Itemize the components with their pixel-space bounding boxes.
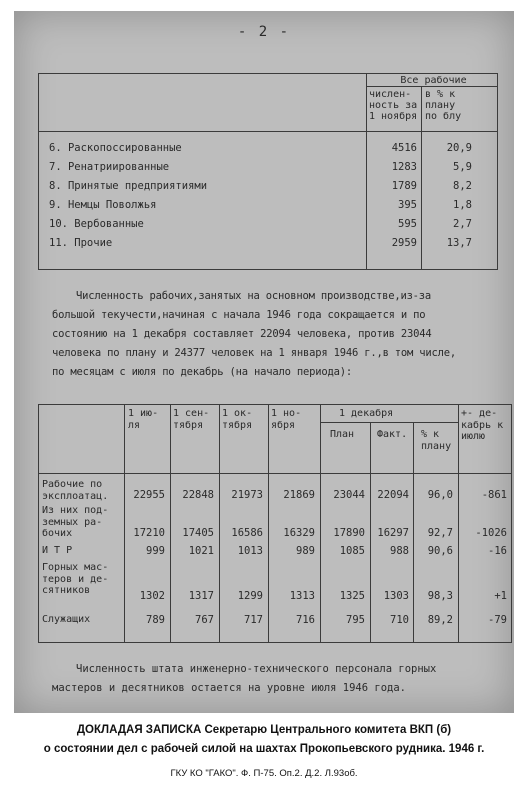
row-name: 6. Раскопоссированные xyxy=(49,142,182,154)
row-percent: 8,2 xyxy=(453,180,472,192)
table-cell: 1013 xyxy=(237,545,263,557)
table-cell: 1313 xyxy=(289,590,315,602)
table-cell: +1 xyxy=(494,590,507,602)
table-cell: -861 xyxy=(481,489,507,501)
table-cell: 96,0 xyxy=(427,489,453,501)
page-number: - 2 - xyxy=(237,24,291,40)
table-cell: 1302 xyxy=(139,590,165,602)
row-count: 4516 xyxy=(391,142,417,154)
table-cell: 716 xyxy=(296,614,315,626)
table-cell: 989 xyxy=(296,545,315,557)
row-count: 395 xyxy=(398,199,417,211)
table-cell: -1026 xyxy=(475,527,507,539)
table-cell: 1317 xyxy=(188,590,214,602)
text-line: большой текучести,начиная с начала 1946 года сокращается и по xyxy=(52,309,426,321)
row-name: 8. Принятые предприятиями xyxy=(49,180,208,192)
table-row xyxy=(39,142,497,161)
table-cell: 16297 xyxy=(377,527,409,539)
table-cell: 22848 xyxy=(182,489,214,501)
row-count: 1283 xyxy=(391,161,417,173)
table-monthly xyxy=(38,404,512,643)
table-cell: 1325 xyxy=(339,590,365,602)
header-plan: План xyxy=(330,429,355,440)
table-cell: 999 xyxy=(146,545,165,557)
table-cell: 98,3 xyxy=(427,590,453,602)
table-row xyxy=(39,180,497,199)
table-cell: -79 xyxy=(488,614,507,626)
table-divider xyxy=(124,405,125,642)
table-row xyxy=(39,199,497,218)
row-percent: 13,7 xyxy=(446,237,472,249)
row-percent: 5,9 xyxy=(453,161,472,173)
paragraph-itr-staff xyxy=(52,660,504,698)
table-cell: 21973 xyxy=(231,489,263,501)
text-line: Численность рабочих,занятых на основном производстве,из-за xyxy=(76,290,432,302)
table-divider xyxy=(366,86,497,87)
table-cell: 789 xyxy=(146,614,165,626)
table-cell: 22955 xyxy=(133,489,165,501)
header-october: 1 ок- тября xyxy=(222,408,253,431)
table-cell: -16 xyxy=(488,545,507,557)
header-percent: в % к плану по блу xyxy=(425,89,462,122)
table-cell: 16586 xyxy=(231,527,263,539)
table-row xyxy=(39,237,497,256)
text-line: состоянию на 1 декабря составляет 22094 человека, против 23044 xyxy=(52,328,432,340)
table-cell: 1021 xyxy=(188,545,214,557)
table-divider xyxy=(320,405,321,642)
table-cell: 16329 xyxy=(283,527,315,539)
table-cell: 17405 xyxy=(182,527,214,539)
table-cell: 710 xyxy=(390,614,409,626)
table-cell: 92,7 xyxy=(427,527,453,539)
row-count: 595 xyxy=(398,218,417,230)
table-cell: 21869 xyxy=(283,489,315,501)
table-row xyxy=(39,218,497,237)
text-line: мастеров и десятников остается на уровне июля 1946 года. xyxy=(52,682,407,694)
row-count: 2959 xyxy=(391,237,417,249)
table-divider xyxy=(39,473,511,474)
table-cell: 1085 xyxy=(339,545,365,557)
text-line: по месяцам с июля по декабрь (на начало периода): xyxy=(52,366,352,378)
caption-title: ДОКЛАДАЯ ЗАПИСКА Секретарю Центрального комитета ВКП (б) xyxy=(76,724,452,736)
table-divider xyxy=(458,405,459,642)
table-top xyxy=(38,73,498,270)
table-cell: 17210 xyxy=(133,527,165,539)
table-cell: 795 xyxy=(346,614,365,626)
header-delta: +- де- кабрь к июлю xyxy=(461,408,504,442)
table-cell: 1299 xyxy=(237,590,263,602)
table-cell: 90,6 xyxy=(427,545,453,557)
header-september: 1 сен- тября xyxy=(173,408,210,431)
table-divider xyxy=(39,131,497,132)
caption-subtitle: о состоянии дел с рабочей силой на шахтах Прокопьевского рудника. 1946 г. xyxy=(43,743,485,755)
row-name: 7. Ренатриированные xyxy=(49,161,170,173)
row-label: Горных мас- теров и де- сятников xyxy=(42,562,109,596)
table-cell: 23044 xyxy=(333,489,365,501)
table-cell: 89,2 xyxy=(427,614,453,626)
table-cell: 988 xyxy=(390,545,409,557)
row-name: 11. Прочие xyxy=(49,237,113,249)
row-label: Служащих xyxy=(42,614,91,625)
table-cell: 22094 xyxy=(377,489,409,501)
text-line: Численность штата инженерно-технического персонала горных xyxy=(76,663,437,675)
row-label: Из них под- земных ра- бочих xyxy=(42,505,109,539)
table-divider xyxy=(170,405,171,642)
table-divider xyxy=(219,405,220,642)
header-fact: Факт. xyxy=(377,429,408,440)
paragraph-workforce xyxy=(52,287,504,382)
header-count: числен- ность за 1 ноября xyxy=(369,89,418,122)
table-cell: 1303 xyxy=(383,590,409,602)
header-percent-plan: % к плану xyxy=(421,429,452,452)
table-divider xyxy=(268,405,269,642)
table-cell: 17890 xyxy=(333,527,365,539)
table-divider xyxy=(320,422,458,423)
caption-archive-reference: ГКУ КО "ГАКО". Ф. П-75. Оп.2. Д.2. Л.93об. xyxy=(170,768,358,779)
row-percent: 2,7 xyxy=(453,218,472,230)
table-row xyxy=(39,161,497,180)
row-label: И Т Р xyxy=(42,545,73,556)
header-december: 1 декабря xyxy=(339,408,394,419)
row-percent: 20,9 xyxy=(446,142,472,154)
header-july: 1 ию- ля xyxy=(128,408,159,431)
text-line: человека по плану и 24377 человек на 1 января 1946 г.,в том числе, xyxy=(52,347,457,359)
row-name: 9. Немцы Поволжья xyxy=(49,199,157,211)
header-all-workers: Все рабочие xyxy=(400,75,467,86)
row-percent: 1,8 xyxy=(453,199,472,211)
row-count: 1789 xyxy=(391,180,417,192)
table-cell: 717 xyxy=(244,614,263,626)
row-name: 10. Вербованные xyxy=(49,218,144,230)
table-cell: 767 xyxy=(195,614,214,626)
row-label: Рабочие по эксплоатац. xyxy=(42,479,109,502)
header-november: 1 но- ября xyxy=(271,408,302,431)
